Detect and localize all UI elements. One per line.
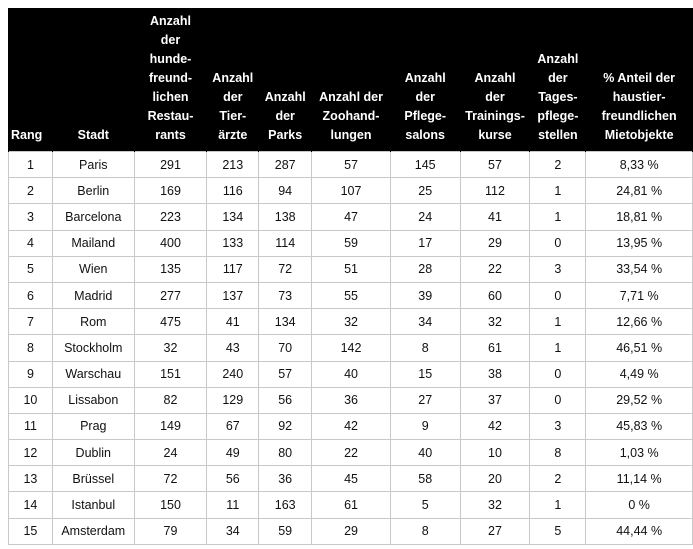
pet-shops-cell: 36 xyxy=(312,387,391,413)
pet-friendly-rentals-cell: 29,52 % xyxy=(586,387,693,413)
restaurants-cell: 24 xyxy=(134,440,207,466)
table-row xyxy=(9,387,693,413)
restaurants-cell: 400 xyxy=(134,230,207,256)
grooming-salons-cell: 17 xyxy=(390,230,460,256)
table-row xyxy=(9,413,693,439)
restaurants-cell: 150 xyxy=(134,492,207,518)
city-cell: Stockholm xyxy=(52,335,134,361)
header-line: Trainings- xyxy=(465,109,525,123)
pet-shops-cell: 51 xyxy=(312,256,391,282)
header-line: pflege- xyxy=(537,109,579,123)
city-cell: Istanbul xyxy=(52,492,134,518)
city-cell: Paris xyxy=(52,152,134,178)
header-line: Tier- xyxy=(219,109,247,123)
daycare-cell: 0 xyxy=(530,230,586,256)
table-row xyxy=(9,204,693,230)
daycare-cell: 3 xyxy=(530,413,586,439)
pet-shops-cell: 45 xyxy=(312,466,391,492)
restaurants-cell: 82 xyxy=(134,387,207,413)
pet-shops-cell: 107 xyxy=(312,178,391,204)
table-row xyxy=(9,335,693,361)
header-grooming-salons xyxy=(390,8,460,152)
daycare-cell: 5 xyxy=(530,518,586,544)
daycare-cell: 0 xyxy=(530,387,586,413)
pet-shops-cell: 55 xyxy=(312,282,391,308)
header-line: kurse xyxy=(478,128,512,142)
parks-cell: 94 xyxy=(259,178,312,204)
restaurants-cell: 32 xyxy=(134,335,207,361)
city-cell: Barcelona xyxy=(52,204,134,230)
vets-cell: 137 xyxy=(207,282,259,308)
grooming-salons-cell: 8 xyxy=(390,335,460,361)
daycare-cell: 8 xyxy=(530,440,586,466)
daycare-cell: 1 xyxy=(530,204,586,230)
header-line: der xyxy=(485,90,505,104)
header-line: Anzahl xyxy=(150,14,191,28)
pet-friendly-rentals-cell: 44,44 % xyxy=(586,518,693,544)
grooming-salons-cell: 25 xyxy=(390,178,460,204)
header-line: Stadt xyxy=(77,128,109,142)
header-line: salons xyxy=(405,128,446,142)
grooming-salons-cell: 8 xyxy=(390,518,460,544)
grooming-salons-cell: 58 xyxy=(390,466,460,492)
pet-friendly-rentals-cell: 13,95 % xyxy=(586,230,693,256)
pet-shops-cell: 61 xyxy=(312,492,391,518)
city-cell: Wien xyxy=(52,256,134,282)
daycare-cell: 1 xyxy=(530,309,586,335)
table-row xyxy=(9,178,693,204)
table-header-row xyxy=(9,8,693,152)
city-cell: Warschau xyxy=(52,361,134,387)
city-cell: Amsterdam xyxy=(52,518,134,544)
training-courses-cell: 57 xyxy=(460,152,530,178)
header-rank xyxy=(9,8,53,152)
pet-shops-cell: 59 xyxy=(312,230,391,256)
header-line: der xyxy=(548,71,568,85)
header-line: lichen xyxy=(152,90,189,104)
header-line: freund- xyxy=(148,71,193,85)
parks-cell: 36 xyxy=(259,466,312,492)
city-cell: Rom xyxy=(52,309,134,335)
grooming-salons-cell: 145 xyxy=(390,152,460,178)
training-courses-cell: 42 xyxy=(460,413,530,439)
header-line: Anzahl xyxy=(264,90,306,104)
table-row xyxy=(9,466,693,492)
rank-cell: 3 xyxy=(9,204,53,230)
restaurants-cell: 72 xyxy=(134,466,207,492)
rank-cell: 13 xyxy=(9,466,53,492)
header-line: der xyxy=(275,109,295,123)
daycare-cell: 1 xyxy=(530,178,586,204)
pet-friendly-rentals-cell: 11,14 % xyxy=(586,466,693,492)
rank-cell: 11 xyxy=(9,413,53,439)
pet-shops-cell: 47 xyxy=(312,204,391,230)
vets-cell: 134 xyxy=(207,204,259,230)
parks-cell: 92 xyxy=(259,413,312,439)
rank-cell: 5 xyxy=(9,256,53,282)
grooming-salons-cell: 27 xyxy=(390,387,460,413)
header-line: lungen xyxy=(330,128,372,142)
training-courses-cell: 10 xyxy=(460,440,530,466)
parks-cell: 57 xyxy=(259,361,312,387)
city-cell: Mailand xyxy=(52,230,134,256)
grooming-salons-cell: 5 xyxy=(390,492,460,518)
pet-friendly-rentals-cell: 12,66 % xyxy=(586,309,693,335)
pet-friendly-rentals-cell: 7,71 % xyxy=(586,282,693,308)
header-line: Mietobjekte xyxy=(604,128,674,142)
pet-shops-cell: 42 xyxy=(312,413,391,439)
rank-cell: 7 xyxy=(9,309,53,335)
parks-cell: 287 xyxy=(259,152,312,178)
restaurants-cell: 79 xyxy=(134,518,207,544)
pet-friendly-rentals-cell: 4,49 % xyxy=(586,361,693,387)
header-line: Anzahl xyxy=(212,71,254,85)
parks-cell: 72 xyxy=(259,256,312,282)
vets-cell: 133 xyxy=(207,230,259,256)
grooming-salons-cell: 24 xyxy=(390,204,460,230)
parks-cell: 73 xyxy=(259,282,312,308)
header-line: Zoohand- xyxy=(322,109,380,123)
header-line: Parks xyxy=(268,128,303,142)
pet-shops-cell: 57 xyxy=(312,152,391,178)
header-pet-shops xyxy=(312,8,391,152)
training-courses-cell: 112 xyxy=(460,178,530,204)
pet-friendly-rentals-cell: 1,03 % xyxy=(586,440,693,466)
header-line: Pflege- xyxy=(404,109,447,123)
restaurants-cell: 475 xyxy=(134,309,207,335)
header-line: Restau- xyxy=(147,109,194,123)
header-line: Anzahl xyxy=(404,71,446,85)
training-courses-cell: 22 xyxy=(460,256,530,282)
restaurants-cell: 135 xyxy=(134,256,207,282)
rank-cell: 4 xyxy=(9,230,53,256)
header-restaurants xyxy=(134,8,207,152)
city-cell: Dublin xyxy=(52,440,134,466)
daycare-cell: 2 xyxy=(530,152,586,178)
header-line: der xyxy=(415,90,435,104)
pet-friendly-rentals-cell: 33,54 % xyxy=(586,256,693,282)
table-row xyxy=(9,230,693,256)
header-line: Tages- xyxy=(538,90,578,104)
header-line: rants xyxy=(155,128,186,142)
rank-cell: 15 xyxy=(9,518,53,544)
parks-cell: 59 xyxy=(259,518,312,544)
training-courses-cell: 60 xyxy=(460,282,530,308)
table-row xyxy=(9,256,693,282)
header-line: ärzte xyxy=(218,128,248,142)
header-training-courses xyxy=(460,8,530,152)
city-cell: Brüssel xyxy=(52,466,134,492)
table-row xyxy=(9,152,693,178)
grooming-salons-cell: 9 xyxy=(390,413,460,439)
training-courses-cell: 61 xyxy=(460,335,530,361)
city-cell: Prag xyxy=(52,413,134,439)
pet-friendly-rentals-cell: 24,81 % xyxy=(586,178,693,204)
grooming-salons-cell: 15 xyxy=(390,361,460,387)
vets-cell: 117 xyxy=(207,256,259,282)
rank-cell: 6 xyxy=(9,282,53,308)
vets-cell: 43 xyxy=(207,335,259,361)
restaurants-cell: 291 xyxy=(134,152,207,178)
parks-cell: 138 xyxy=(259,204,312,230)
restaurants-cell: 149 xyxy=(134,413,207,439)
daycare-cell: 1 xyxy=(530,492,586,518)
vets-cell: 56 xyxy=(207,466,259,492)
table-row xyxy=(9,440,693,466)
training-courses-cell: 29 xyxy=(460,230,530,256)
training-courses-cell: 32 xyxy=(460,309,530,335)
restaurants-cell: 151 xyxy=(134,361,207,387)
parks-cell: 134 xyxy=(259,309,312,335)
training-courses-cell: 41 xyxy=(460,204,530,230)
parks-cell: 114 xyxy=(259,230,312,256)
daycare-cell: 3 xyxy=(530,256,586,282)
rank-cell: 14 xyxy=(9,492,53,518)
table-row xyxy=(9,282,693,308)
header-daycare xyxy=(530,8,586,152)
restaurants-cell: 223 xyxy=(134,204,207,230)
header-pet-friendly-rentals xyxy=(586,8,693,152)
header-line: der xyxy=(223,90,243,104)
grooming-salons-cell: 28 xyxy=(390,256,460,282)
header-city xyxy=(52,8,134,152)
rank-cell: 9 xyxy=(9,361,53,387)
table-row xyxy=(9,492,693,518)
header-line: stellen xyxy=(538,128,578,142)
pet-friendly-cities-table xyxy=(8,8,693,545)
header-line: Anzahl xyxy=(474,71,516,85)
pet-friendly-rentals-cell: 45,83 % xyxy=(586,413,693,439)
header-line: freundlichen xyxy=(601,109,677,123)
header-parks xyxy=(259,8,312,152)
header-line: Rang xyxy=(11,128,43,142)
vets-cell: 213 xyxy=(207,152,259,178)
vets-cell: 49 xyxy=(207,440,259,466)
pet-shops-cell: 142 xyxy=(312,335,391,361)
rank-cell: 8 xyxy=(9,335,53,361)
rank-cell: 2 xyxy=(9,178,53,204)
city-cell: Madrid xyxy=(52,282,134,308)
training-courses-cell: 38 xyxy=(460,361,530,387)
city-cell: Berlin xyxy=(52,178,134,204)
table-row xyxy=(9,518,693,544)
rank-cell: 12 xyxy=(9,440,53,466)
daycare-cell: 0 xyxy=(530,282,586,308)
vets-cell: 41 xyxy=(207,309,259,335)
pet-shops-cell: 40 xyxy=(312,361,391,387)
pet-friendly-rentals-cell: 8,33 % xyxy=(586,152,693,178)
table-row xyxy=(9,309,693,335)
vets-cell: 240 xyxy=(207,361,259,387)
parks-cell: 80 xyxy=(259,440,312,466)
vets-cell: 34 xyxy=(207,518,259,544)
rank-cell: 1 xyxy=(9,152,53,178)
header-vets xyxy=(207,8,259,152)
pet-shops-cell: 29 xyxy=(312,518,391,544)
pet-shops-cell: 32 xyxy=(312,309,391,335)
daycare-cell: 2 xyxy=(530,466,586,492)
vets-cell: 129 xyxy=(207,387,259,413)
training-courses-cell: 37 xyxy=(460,387,530,413)
restaurants-cell: 277 xyxy=(134,282,207,308)
parks-cell: 163 xyxy=(259,492,312,518)
restaurants-cell: 169 xyxy=(134,178,207,204)
header-line: Anzahl xyxy=(537,52,579,66)
daycare-cell: 1 xyxy=(530,335,586,361)
grooming-salons-cell: 34 xyxy=(390,309,460,335)
grooming-salons-cell: 39 xyxy=(390,282,460,308)
pet-shops-cell: 22 xyxy=(312,440,391,466)
pet-friendly-rentals-cell: 18,81 % xyxy=(586,204,693,230)
training-courses-cell: 32 xyxy=(460,492,530,518)
header-line: haustier- xyxy=(612,90,666,104)
header-line: hunde- xyxy=(149,52,192,66)
vets-cell: 11 xyxy=(207,492,259,518)
training-courses-cell: 27 xyxy=(460,518,530,544)
header-line: Anzahl der xyxy=(319,90,383,104)
pet-friendly-rentals-cell: 46,51 % xyxy=(586,335,693,361)
daycare-cell: 0 xyxy=(530,361,586,387)
city-cell: Lissabon xyxy=(52,387,134,413)
table-body xyxy=(9,152,693,545)
parks-cell: 70 xyxy=(259,335,312,361)
header-line: % Anteil der xyxy=(603,71,676,85)
vets-cell: 67 xyxy=(207,413,259,439)
training-courses-cell: 20 xyxy=(460,466,530,492)
vets-cell: 116 xyxy=(207,178,259,204)
parks-cell: 56 xyxy=(259,387,312,413)
pet-friendly-rentals-cell: 0 % xyxy=(586,492,693,518)
grooming-salons-cell: 40 xyxy=(390,440,460,466)
header-line: der xyxy=(160,33,181,47)
table-row xyxy=(9,361,693,387)
rank-cell: 10 xyxy=(9,387,53,413)
ranking-table-container xyxy=(8,8,693,545)
